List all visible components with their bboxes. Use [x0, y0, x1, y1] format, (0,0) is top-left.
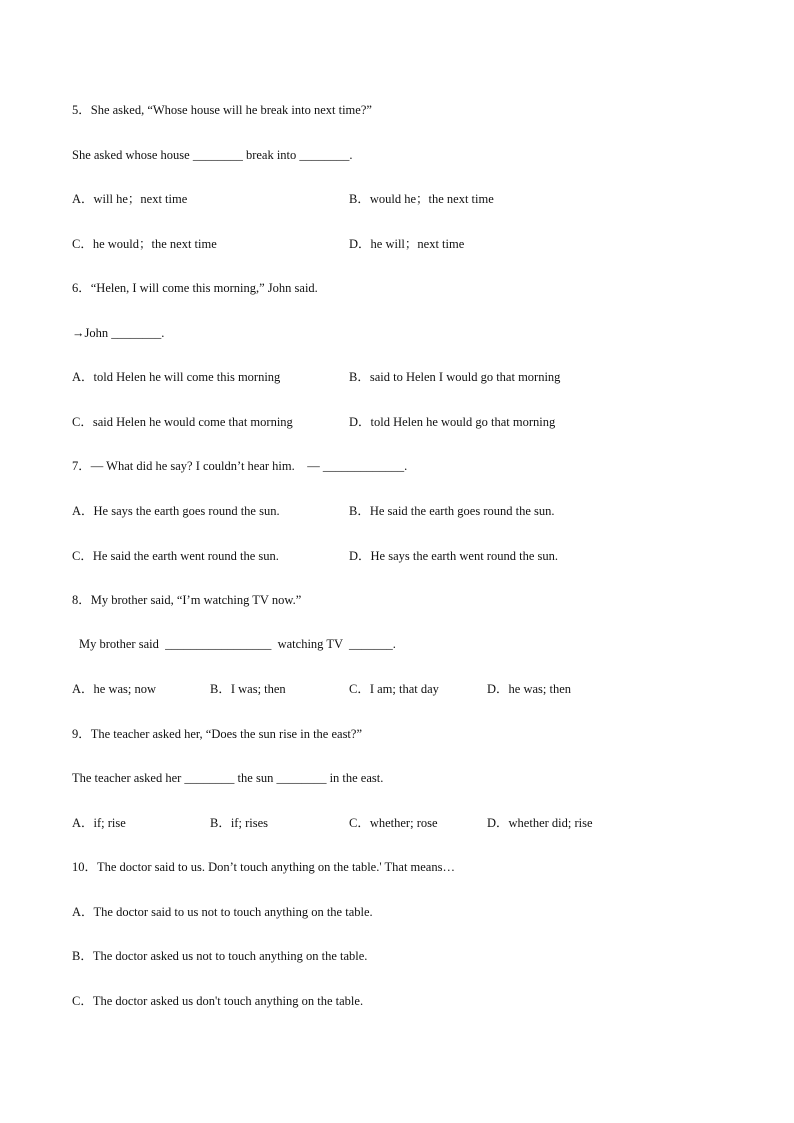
q7-option-b: B．He said the earth goes round the sun. — [349, 504, 555, 518]
q6-option-c: C．said Helen he would come that morning — [72, 415, 293, 429]
q5-prompt: She asked whose house ________ break into ________. — [72, 148, 353, 162]
q8-option-a: A．he was; now — [72, 682, 157, 696]
q5-option-c: C．he would；the next time — [72, 237, 217, 251]
q8-option-c: C．I am; that day — [349, 682, 439, 696]
q9-option-a: A．if; rise — [72, 816, 126, 830]
q7-option-d: D．He says the earth went round the sun. — [349, 549, 558, 563]
q9-option-d: D．whether did; rise — [487, 816, 593, 830]
q5-option-b: B．would he；the next time — [349, 192, 494, 206]
q10-stem: 10．The doctor said to us. Don’t touch anything on the table.' That means… — [72, 860, 455, 874]
q10-option-b: B．The doctor asked us not to touch anything on the table. — [72, 949, 368, 963]
q10-option-a: A．The doctor said to us not to touch anything on the table. — [72, 905, 373, 919]
q8-option-b: B．I was; then — [210, 682, 286, 696]
q5-stem: 5．She asked, “Whose house will he break into next time?” — [72, 103, 372, 117]
q7-stem: 7．— What did he say? I couldn’t hear him. — _____________. — [72, 459, 408, 473]
q5-option-d: D．he will；next time — [349, 237, 465, 251]
q9-option-c: C．whether; rose — [349, 816, 438, 830]
q6-option-a: A．told Helen he will come this morning — [72, 370, 281, 384]
q6-prompt: →John ________. — [72, 326, 165, 340]
q5-option-a: A．will he；next time — [72, 192, 188, 206]
q6-stem: 6．“Helen, I will come this morning,” John said. — [72, 281, 318, 295]
q8-option-d: D．he was; then — [487, 682, 572, 696]
q7-option-c: C．He said the earth went round the sun. — [72, 549, 279, 563]
q9-stem: 9．The teacher asked her, “Does the sun rise in the east?” — [72, 727, 363, 741]
q9-prompt: The teacher asked her ________ the sun ________ in the east. — [72, 771, 384, 785]
q6-option-d: D．told Helen he would go that morning — [349, 415, 556, 429]
q8-prompt: My brother said _________________ watching TV _______. — [79, 637, 396, 651]
q10-option-c: C．The doctor asked us don't touch anything on the table. — [72, 994, 364, 1008]
q6-option-b: B．said to Helen I would go that morning — [349, 370, 561, 384]
q9-option-b: B．if; rises — [210, 816, 268, 830]
q7-option-a: A．He says the earth goes round the sun. — [72, 504, 280, 518]
q8-stem: 8．My brother said, “I’m watching TV now.” — [72, 593, 302, 607]
